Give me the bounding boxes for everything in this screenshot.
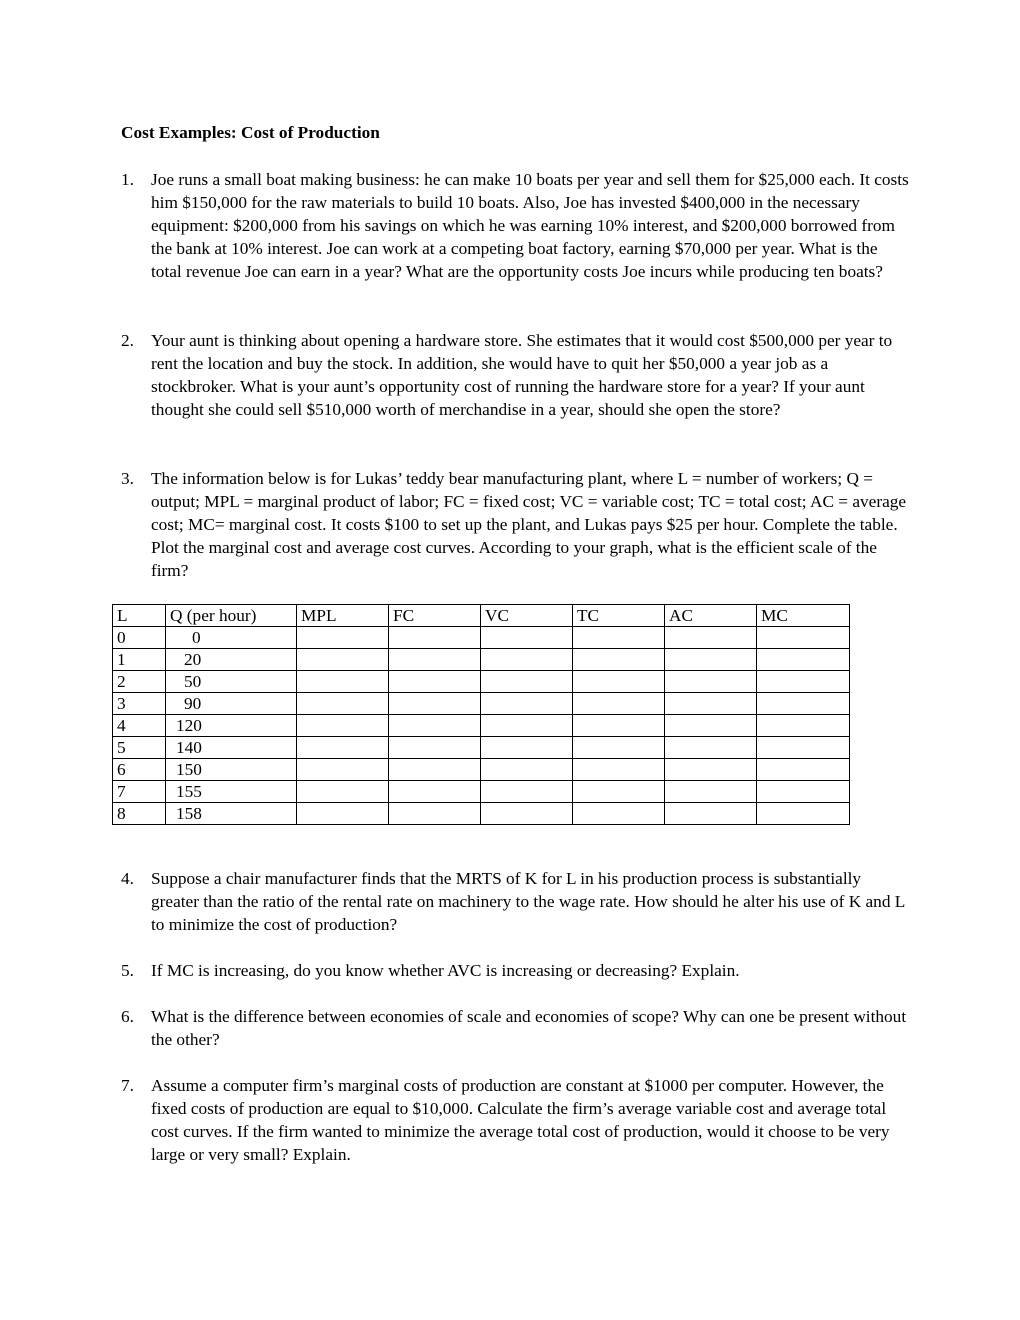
cell-mpl[interactable]: [297, 627, 389, 649]
table-row: [113, 627, 850, 649]
question-1: [121, 168, 911, 283]
cell-vc[interactable]: [481, 715, 573, 737]
question-text: Joe runs a small boat making business: he can make 10 boats per year and sell them for $25,000 each. It costs him $150,000 for the raw materials to build 10 boats. Also, Joe has invested $400,000 in the necessary equipment: $200,000 from his savings on which he was earning 10% interest, and $200,000 borrowed from the bank at 10% interest. Joe can work at a competing boat factory, earning $70,000 per year. What is the total revenue Joe can earn in a year? What are the opportunity costs Joe incurs while producing ten boats?: [151, 170, 909, 281]
table-row: [113, 803, 850, 825]
table-row: [113, 715, 850, 737]
cell-mc[interactable]: [757, 737, 850, 759]
cell-fc[interactable]: [389, 803, 481, 825]
cell-q: 50: [166, 671, 297, 693]
cell-fc[interactable]: [389, 737, 481, 759]
header-q: Q (per hour): [166, 605, 297, 627]
cell-l: 2: [113, 671, 166, 693]
cell-ac[interactable]: [665, 737, 757, 759]
cell-mc[interactable]: [757, 627, 850, 649]
question-number: 3.: [121, 469, 134, 488]
cell-mpl[interactable]: [297, 737, 389, 759]
cell-q: 155: [166, 781, 297, 803]
cell-ac[interactable]: [665, 649, 757, 671]
question-text: The information below is for Lukas’ teddy bear manufacturing plant, where L = number of workers; Q = output; MPL = marginal product of labor; FC = fixed cost; VC = variable cost; TC = total cost; AC = average cost; MC= marginal cost. It costs $100 to set up the plant, and Lukas pays $25 per hour. Complete the table. Plot the marginal cost and average cost curves. According to your graph, what is the efficient scale of the firm?: [151, 469, 907, 580]
cell-vc[interactable]: [481, 693, 573, 715]
question-number: 5.: [121, 961, 134, 980]
question-text: Assume a computer firm’s marginal costs of production are constant at $1000 per computer. However, the fixed costs of production are equal to $10,000. Calculate the firm’s average variable cost and average total cost curves. If the firm wanted to minimize the average total cost of production, would it choose to be very large or very small? Explain.: [151, 1076, 890, 1164]
table-row: [113, 759, 850, 781]
question-number: 7.: [121, 1076, 134, 1095]
cell-tc[interactable]: [573, 759, 665, 781]
cell-ac[interactable]: [665, 627, 757, 649]
cell-tc[interactable]: [573, 781, 665, 803]
question-4: [121, 867, 911, 936]
cell-mc[interactable]: [757, 649, 850, 671]
cell-mc[interactable]: [757, 693, 850, 715]
cell-fc[interactable]: [389, 715, 481, 737]
cell-fc[interactable]: [389, 693, 481, 715]
header-l: L: [113, 605, 166, 627]
cell-l: 7: [113, 781, 166, 803]
cell-q: 120: [166, 715, 297, 737]
question-text: What is the difference between economies of scale and economies of scope? Why can one be present without the other?: [151, 1007, 907, 1049]
cell-mpl[interactable]: [297, 671, 389, 693]
cell-ac[interactable]: [665, 759, 757, 781]
cell-mpl[interactable]: [297, 759, 389, 781]
table-row: [113, 693, 850, 715]
cell-l: 6: [113, 759, 166, 781]
cell-q: 158: [166, 803, 297, 825]
cell-ac[interactable]: [665, 693, 757, 715]
cell-l: 1: [113, 649, 166, 671]
cell-q: 150: [166, 759, 297, 781]
cell-tc[interactable]: [573, 671, 665, 693]
cell-mc[interactable]: [757, 781, 850, 803]
cell-q: 90: [166, 693, 297, 715]
header-mpl: MPL: [297, 605, 389, 627]
cell-mc[interactable]: [757, 715, 850, 737]
question-5: [121, 959, 911, 982]
header-mc: MC: [757, 605, 850, 627]
cell-q: 140: [166, 737, 297, 759]
cell-tc[interactable]: [573, 649, 665, 671]
question-7: [121, 1074, 911, 1166]
table-row: [113, 671, 850, 693]
table-row: [113, 781, 850, 803]
cell-fc[interactable]: [389, 649, 481, 671]
question-text: Suppose a chair manufacturer finds that the MRTS of K for L in his production process is substantially greater than the ratio of the rental rate on machinery to the wage rate. How should he alter his use of K and L to minimize the cost of production?: [151, 869, 905, 934]
cell-ac[interactable]: [665, 781, 757, 803]
cell-mpl[interactable]: [297, 693, 389, 715]
cell-l: 4: [113, 715, 166, 737]
cell-vc[interactable]: [481, 803, 573, 825]
cell-mpl[interactable]: [297, 715, 389, 737]
cell-l: 8: [113, 803, 166, 825]
question-text: Your aunt is thinking about opening a hardware store. She estimates that it would cost $500,000 per year to rent the location and buy the stock. In addition, she would have to quit her $50,000 a year job as a stockbroker. What is your aunt’s opportunity cost of running the hardware store for a year? If your aunt thought she could sell $510,000 worth of merchandise in a year, should she open the store?: [151, 331, 893, 419]
table-header-row: [113, 605, 850, 627]
header-vc: VC: [481, 605, 573, 627]
question-number: 6.: [121, 1007, 134, 1026]
cell-q: 0: [166, 627, 297, 649]
cell-mc[interactable]: [757, 759, 850, 781]
question-3: [121, 467, 911, 582]
question-number: 1.: [121, 170, 134, 189]
cell-fc[interactable]: [389, 627, 481, 649]
cell-tc[interactable]: [573, 693, 665, 715]
cell-mc[interactable]: [757, 671, 850, 693]
cell-vc[interactable]: [481, 671, 573, 693]
cell-tc[interactable]: [573, 803, 665, 825]
cell-fc[interactable]: [389, 759, 481, 781]
cell-fc[interactable]: [389, 671, 481, 693]
cell-vc[interactable]: [481, 737, 573, 759]
cell-l: 0: [113, 627, 166, 649]
cell-mpl[interactable]: [297, 803, 389, 825]
cell-l: 3: [113, 693, 166, 715]
cell-vc[interactable]: [481, 627, 573, 649]
cell-mpl[interactable]: [297, 781, 389, 803]
cell-l: 5: [113, 737, 166, 759]
cell-vc[interactable]: [481, 649, 573, 671]
cell-tc[interactable]: [573, 627, 665, 649]
question-2: [121, 329, 911, 421]
cell-mpl[interactable]: [297, 649, 389, 671]
cell-tc[interactable]: [573, 715, 665, 737]
table-row: [113, 737, 850, 759]
cell-vc[interactable]: [481, 759, 573, 781]
question-6: [121, 1005, 911, 1051]
header-ac: AC: [665, 605, 757, 627]
cell-ac[interactable]: [665, 671, 757, 693]
header-tc: TC: [573, 605, 665, 627]
table-row: [113, 649, 850, 671]
cell-fc[interactable]: [389, 781, 481, 803]
cost-table: [112, 604, 850, 825]
question-number: 2.: [121, 331, 134, 350]
page-title: Cost Examples: Cost of Production: [121, 123, 380, 142]
cell-mc[interactable]: [757, 803, 850, 825]
cell-q: 20: [166, 649, 297, 671]
question-text: If MC is increasing, do you know whether AVC is increasing or decreasing? Explain.: [151, 961, 740, 980]
header-fc: FC: [389, 605, 481, 627]
cell-ac[interactable]: [665, 715, 757, 737]
question-number: 4.: [121, 869, 134, 888]
cell-tc[interactable]: [573, 737, 665, 759]
cell-ac[interactable]: [665, 803, 757, 825]
cell-vc[interactable]: [481, 781, 573, 803]
